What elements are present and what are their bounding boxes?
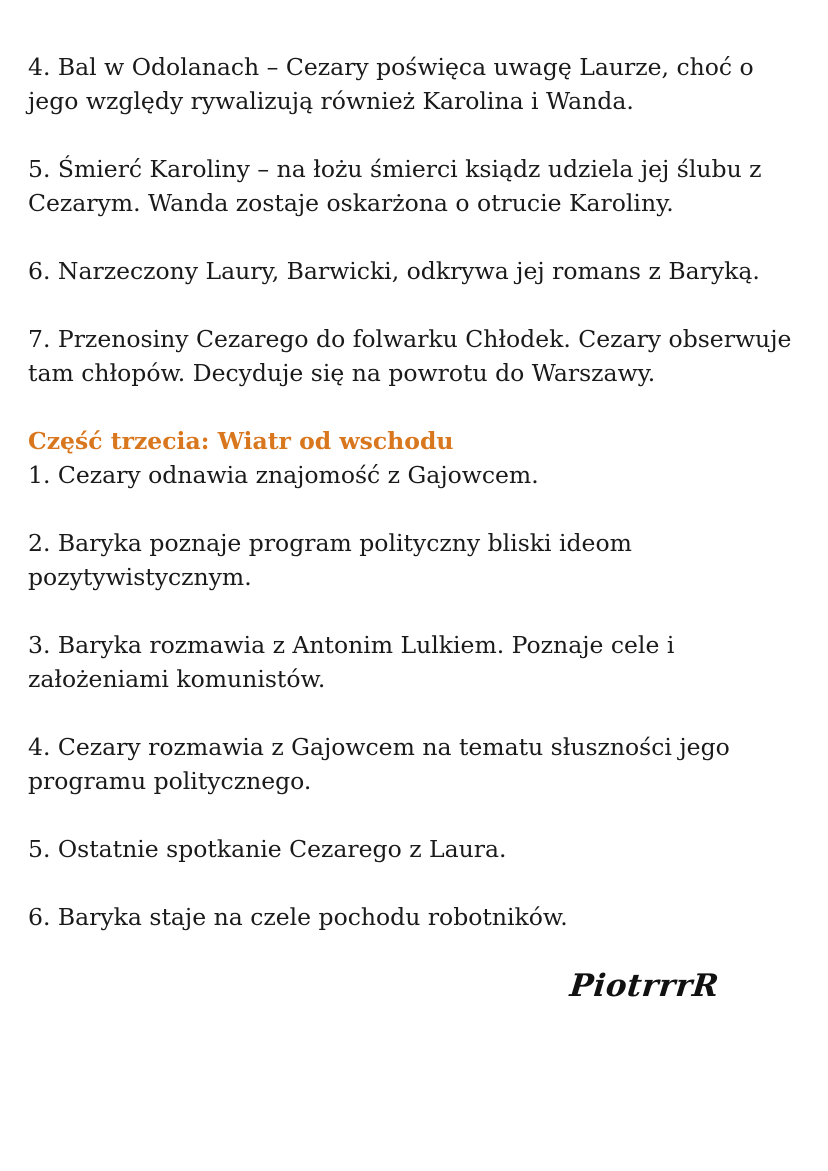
list-item: 4. Cezary rozmawia z Gajowcem na tematu słuszności jego programu politycznego.	[28, 733, 730, 795]
part-three-section	[28, 424, 808, 934]
list-item: 2. Baryka poznaje program polityczny bliski ideom pozytywistycznym.	[28, 529, 632, 591]
list-item: 5. Ostatnie spotkanie Cezarego z Laura.	[28, 835, 507, 863]
list-item: 3. Baryka rozmawia z Antonim Lulkiem. Poznaje cele i założeniami komunistów.	[28, 631, 675, 693]
list-item: 6. Narzeczony Laury, Barwicki, odkrywa jej romans z Baryką.	[28, 257, 760, 285]
author-signature: PiotrrrR	[568, 968, 721, 1004]
list-item: 1. Cezary odnawia znajomość z Gajowcem.	[28, 461, 539, 489]
list-item: 4. Bal w Odolanach – Cezary poświęca uwagę Laurze, choć o jego względy rywalizują również Karolina i Wanda.	[28, 53, 754, 115]
section-heading: Część trzecia: Wiatr od wschodu	[28, 427, 454, 455]
list-item: 7. Przenosiny Cezarego do folwarku Chłodek. Cezary obserwuje tam chłopów. Decyduje się na powrotu do Warszawy.	[28, 325, 792, 387]
document-content	[28, 50, 808, 968]
list-item: 6. Baryka staje na czele pochodu robotników.	[28, 903, 568, 931]
list-item: 5. Śmierć Karoliny – na łożu śmierci ksiądz udziela jej ślubu z Cezarym. Wanda zostaje oskarżona o otrucie Karoliny.	[28, 155, 762, 217]
